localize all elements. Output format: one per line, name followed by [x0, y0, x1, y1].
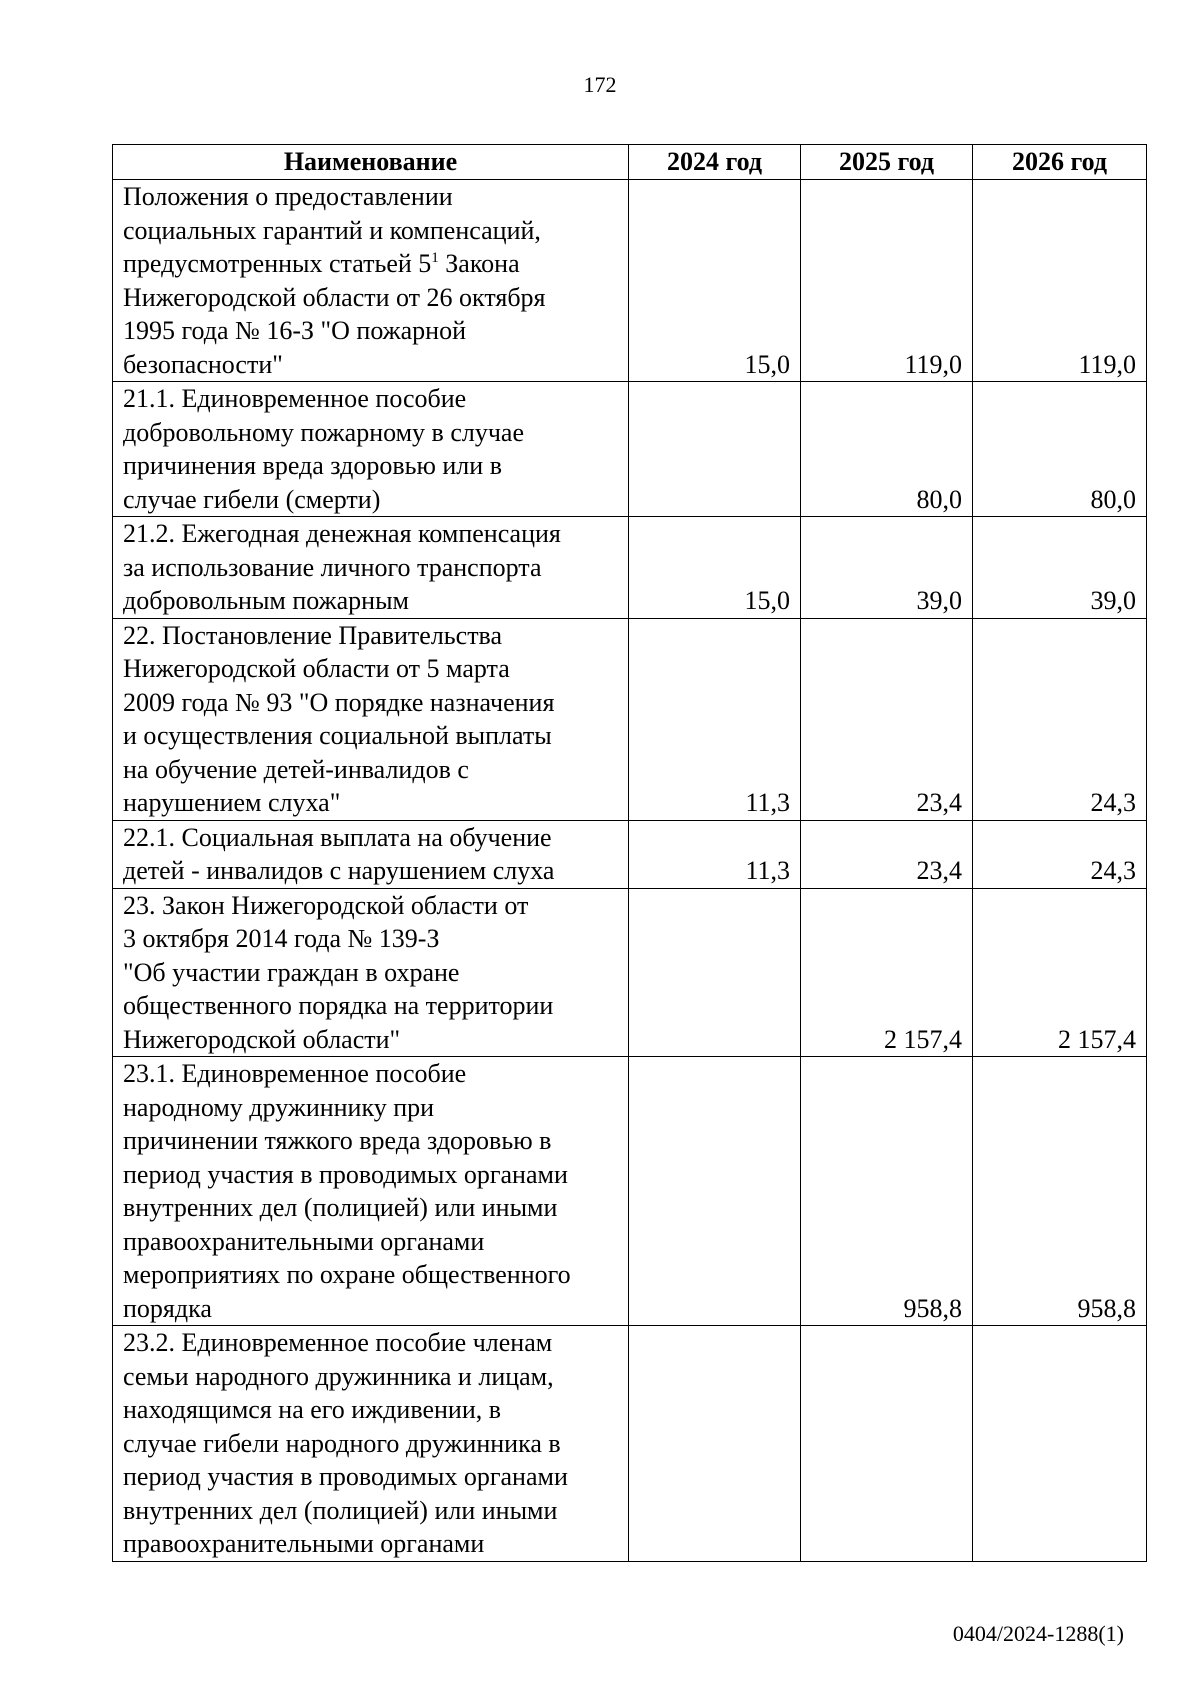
row-name [113, 820, 629, 888]
value-2024: 15,0 [629, 517, 801, 619]
row-name-text: 21.2. Ежегодная денежная компенсация за использование личного транспорта добровольным пожарным [123, 519, 561, 615]
value-2024 [629, 888, 801, 1057]
value-2025: 80,0 [801, 382, 973, 517]
value-2026: 24,3 [973, 820, 1147, 888]
value-2025 [801, 1326, 973, 1562]
value-2024: 11,3 [629, 618, 801, 820]
value-2025: 2 157,4 [801, 888, 973, 1057]
table-row [113, 1057, 1147, 1326]
row-name-text: Положения о предоставлении социальных гарантий и компенсаций, предусмотренных статьей 5 [123, 182, 541, 278]
row-name [113, 1326, 629, 1562]
row-name [113, 180, 629, 382]
table-row [113, 180, 1147, 382]
value-2026: 2 157,4 [973, 888, 1147, 1057]
row-name-text: 21.1. Единовременное пособие добровольному пожарному в случае причинения вреда здоровью или в случае гибели (смерти) [123, 384, 525, 514]
row-name [113, 517, 629, 619]
value-2026: 119,0 [973, 180, 1147, 382]
header-2024: 2024 год [629, 145, 801, 180]
superscript: 1 [431, 250, 439, 266]
header-name: Наименование [113, 145, 629, 180]
table-row [113, 517, 1147, 619]
value-2025: 23,4 [801, 618, 973, 820]
value-2024: 11,3 [629, 820, 801, 888]
row-name-text: 22.1. Социальная выплата на обучение детей - инвалидов с нарушением слуха [123, 822, 555, 885]
table-row [113, 820, 1147, 888]
row-name [113, 618, 629, 820]
document-code: 0404/2024-1288(1) [952, 1621, 1124, 1646]
value-2025: 119,0 [801, 180, 973, 382]
value-2026: 958,8 [973, 1057, 1147, 1326]
value-2024: 15,0 [629, 180, 801, 382]
row-name-text: Закона Нижегородской области от 26 октября 1995 года № 16-З "О пожарной безопасности" [123, 249, 546, 379]
table-row [113, 618, 1147, 820]
value-2025: 958,8 [801, 1057, 973, 1326]
value-2024 [629, 382, 801, 517]
table-row [113, 888, 1147, 1057]
header-2025: 2025 год [801, 145, 973, 180]
value-2026: 24,3 [973, 618, 1147, 820]
value-2025: 39,0 [801, 517, 973, 619]
value-2024 [629, 1326, 801, 1562]
budget-table [112, 144, 1147, 1562]
header-2026: 2026 год [973, 145, 1147, 180]
page-number: 172 [583, 72, 617, 97]
value-2025: 23,4 [801, 820, 973, 888]
value-2026: 80,0 [973, 382, 1147, 517]
row-name-text: 23.2. Единовременное пособие членам семьи народного дружинника и лицам, находящимся на его иждивении, в случае гибели народного дружинника в период участия в проводимых органами внутренних дел (полицией) или иными правоохранительными органами [123, 1328, 568, 1558]
row-name [113, 888, 629, 1057]
row-name [113, 382, 629, 517]
value-2026 [973, 1326, 1147, 1562]
row-name-text: 23.1. Единовременное пособие народному дружиннику при причинении тяжкого вреда здоровью в период участия в проводимых органами внутренних дел (полицией) или иными правоохранительными органами мероприятиях по охране общественного порядка [123, 1059, 571, 1323]
row-name-text: 23. Закон Нижегородской области от 3 октября 2014 года № 139-З "Об участии граждан в охране общественного порядка на территории Нижегородской области" [123, 890, 554, 1054]
table-header-row [113, 145, 1147, 180]
value-2024 [629, 1057, 801, 1326]
value-2026: 39,0 [973, 517, 1147, 619]
table-row [113, 1326, 1147, 1562]
table-row [113, 382, 1147, 517]
row-name [113, 1057, 629, 1326]
row-name-text: 22. Постановление Правительства Нижегородской области от 5 марта 2009 года № 93 "О порядке назначения и осуществления социальной выплаты на обучение детей-инвалидов с нарушением слуха" [123, 620, 555, 817]
